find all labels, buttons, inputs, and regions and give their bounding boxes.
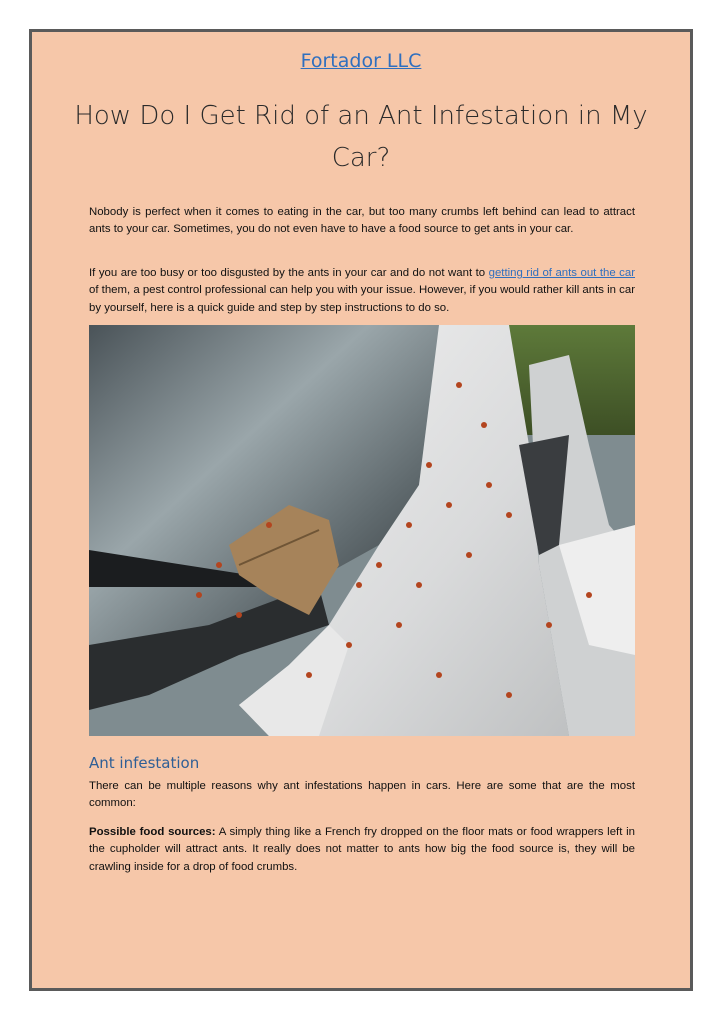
food-sources-label: Possible food sources: <box>89 826 216 838</box>
ant-removal-link[interactable]: getting rid of ants out the car <box>488 267 635 279</box>
intro-text-after-link: of them, a pest control professional can help you with your issue. However, if you would rather kill ants in car by yourself, here is a quick guide and step by step instructions to do so. <box>89 284 635 314</box>
company-name-link[interactable]: Fortador LLC <box>300 50 422 72</box>
car-windshield-ants-photo <box>89 325 635 736</box>
food-sources-paragraph <box>89 824 635 876</box>
section-heading: Ant infestation <box>89 754 200 772</box>
intro-paragraph-2 <box>89 265 635 317</box>
document-page <box>29 29 693 991</box>
intro-paragraph: Nobody is perfect when it comes to eating in the car, but too many crumbs left behind can lead to attract ants to your car. Sometimes, you do not even have to have a food source to get ants in your car. <box>89 206 635 236</box>
intro-text-before-link: If you are too busy or too disgusted by the ants in your car and do not want to <box>89 267 489 279</box>
food-sources-text: A simply thing like a French fry dropped on the floor mats or food wrappers left in the cupholder will attract ants. It really does not matter to ants how big the food source is, they will be crawling inside for a drop of food crumbs. <box>89 826 636 873</box>
section-paragraph: There can be multiple reasons why ant infestations happen in cars. Here are some that are the most common: <box>89 780 635 810</box>
page-title: How Do I Get Rid of an Ant Infestation in My Car? <box>74 101 648 173</box>
